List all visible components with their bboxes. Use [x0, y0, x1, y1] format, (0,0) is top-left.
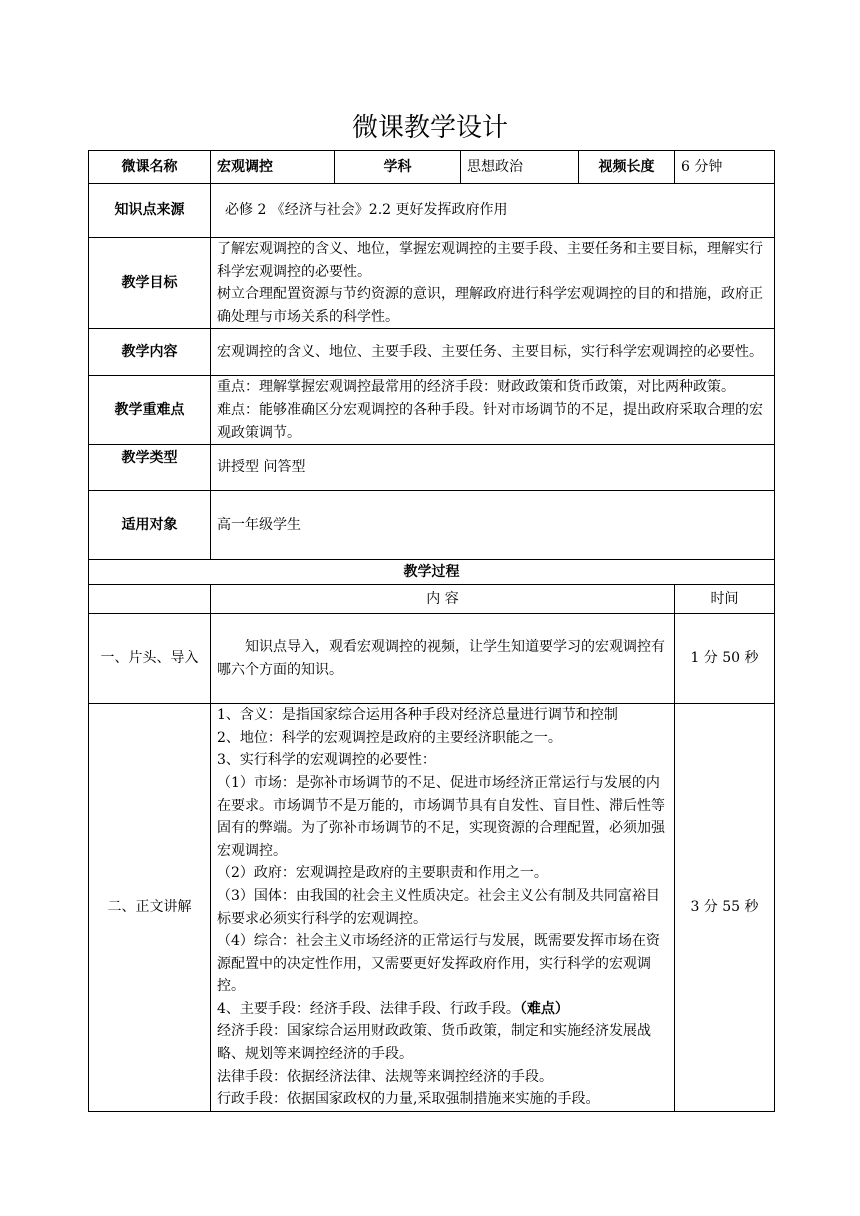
process-col-content: 内 容 [211, 585, 675, 614]
step-intro-time: 1 分 50 秒 [675, 614, 775, 704]
info-row-source [89, 184, 775, 238]
main-line-1: 1、含义：是指国家综合运用各种手段对经济总量进行调节和控制 [217, 707, 618, 724]
info-row-content [89, 329, 775, 376]
keypoint-difficulty: 难点：能够准确区分宏观调控的各种手段。针对市场调节的不足，提出政府采取合理的宏观政策调节。 [217, 401, 763, 441]
process-columns-row [89, 585, 775, 614]
info-row-goals [89, 238, 775, 329]
keypoints-value [211, 376, 775, 445]
step-main-name: 二、正文讲解 [89, 704, 211, 1112]
main-line-11: 行政手段：依据国家政权的力量,采取强制措施来实施的手段。 [217, 1091, 600, 1108]
process-header: 教学过程 [89, 560, 775, 585]
step-intro-text: 知识点导入，观看宏观调控的视频，让学生知道要学习的宏观调控有哪六个方面的知识。 [211, 614, 675, 704]
main-line-2: 2、地位：科学的宏观调控是政府的主要经济职能之一。 [217, 729, 562, 746]
course-name-value: 宏观调控 [211, 151, 335, 184]
duration-label: 视频长度 [579, 151, 675, 184]
subject-label: 学科 [335, 151, 461, 184]
type-label: 教学类型 [89, 445, 211, 491]
duration-value: 6 分钟 [675, 151, 775, 184]
audience-value: 高一年级学生 [211, 491, 775, 560]
step-main-time: 3 分 55 秒 [675, 704, 775, 1112]
process-step-main [89, 704, 775, 1112]
process-blank-cell [89, 585, 211, 614]
info-row-keypoints [89, 376, 775, 445]
main-line-3: 3、实行科学的宏观调控的必要性： [217, 752, 436, 769]
content-value: 宏观调控的含义、地位、主要手段、主要任务、主要目标，实行科学宏观调控的必要性。 [211, 329, 775, 376]
main-line-8-text: 4、主要手段：经济手段、法律手段、行政手段。 [217, 1000, 520, 1017]
source-label: 知识点来源 [89, 184, 211, 238]
goal-2: 树立合理配置资源与节约资源的意识，理解政府进行科学宏观调控的目的和措施，政府正确处理与市场关系的科学性。 [217, 286, 763, 325]
source-value: 必修 2 《经济与社会》2.2 更好发挥政府作用 [211, 184, 775, 238]
main-line-7: （4）综合：社会主义市场经济的正常运行与发展，既需要发挥市场在资源配置中的决定性作用，又需要更好发挥政府作用，实行科学的宏观调控。 [217, 933, 660, 995]
subject-value: 思想政治 [461, 151, 579, 184]
main-line-6: （3）国体：由我国的社会主义性质决定。社会主义公有制及共同富裕目标要求必须实行科学的宏观调控。 [217, 887, 660, 927]
info-row-audience [89, 491, 775, 560]
info-row-course [89, 151, 775, 184]
process-col-time: 时间 [675, 585, 775, 614]
process-step-intro [89, 614, 775, 704]
main-line-5: （2）政府：宏观调控是政府的主要职责和作用之一。 [217, 865, 548, 882]
document-title: 微课教学设计 [351, 113, 508, 143]
process-header-row [89, 560, 775, 585]
type-value: 讲授型 问答型 [211, 445, 775, 491]
goals-value [211, 238, 775, 329]
course-name-label: 微课名称 [89, 151, 211, 184]
main-line-10: 法律手段：依据经济法律、法规等来调控经济的手段。 [217, 1068, 553, 1085]
keypoint-focus: 重点：理解掌握宏观调控最常用的经济手段：财政政策和货币政策，对比两种政策。 [217, 379, 735, 396]
content-label: 教学内容 [89, 329, 211, 376]
difficulty-mark: （难点） [519, 1000, 569, 1017]
audience-label: 适用对象 [89, 491, 211, 560]
main-line-4: （1）市场：是弥补市场调节的不足、促进市场经济正常运行与发展的内在要求。市场调节不是万能的，市场调节具有自发性、盲目性、滞后性等固有的弊端。为了弥补市场调节的不足，实现资源的合理配置，必须加强宏观调控。 [217, 774, 665, 859]
main-line-8 [217, 998, 668, 1021]
lesson-design-table [88, 150, 775, 1112]
goal-1: 了解宏观调控的含义、地位，掌握宏观调控的主要手段、主要任务和主要目标，理解实行科学宏观调控的必要性。 [217, 241, 763, 280]
step-main-text [211, 704, 675, 1112]
info-row-type [89, 445, 775, 491]
keypoints-label: 教学重难点 [89, 376, 211, 445]
main-line-9: 经济手段：国家综合运用财政政策、货币政策，制定和实施经济发展战略、规划等来调控经济的手段。 [217, 1023, 651, 1063]
goals-label: 教学目标 [89, 238, 211, 329]
step-intro-name: 一、片头、导入 [89, 614, 211, 704]
